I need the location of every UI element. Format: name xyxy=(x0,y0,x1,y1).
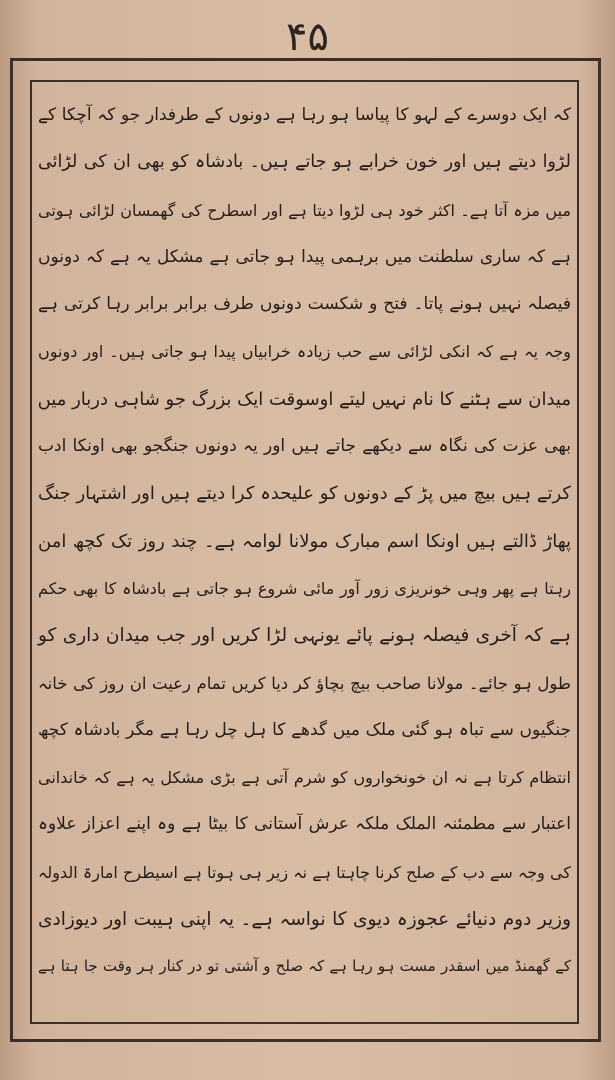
text-line: ہے کہ آخری فیصلہ ہونے پائے یونہی لڑا کریں اور جب میدان داری کو xyxy=(38,625,571,647)
text-line: پھاڑ ڈالتے ہیں اونکا اسم مبارک مولانا لوامہ ہے۔ چند روز تک کچھ امن xyxy=(38,530,571,552)
text-line: رہتا ہے پھر وہی خونریزی زور آور مائی شروع ہو جاتی ہے بادشاہ کا بھی حکم xyxy=(38,578,571,598)
text-line: کرتے ہیں بیچ میں پڑ کے دونوں کو علیحدہ کرا دیتے ہیں اور اشتہار جنگ xyxy=(38,483,571,505)
text-line: کے گھمنڈ میں اسقدر مست ہو رہا ہے کہ صلح و آشتی تو در کنار ہر وقت جا ہتا ہے xyxy=(38,957,571,976)
text-line: انتظام کرتا ہے نہ ان خونخواروں کو شرم آتی ہے بڑی مشکل یہ ہے کہ خاندانی xyxy=(38,768,571,788)
text-line: اعتبار سے مطمئنہ الملک ملکہ عرش آستانی کا بیٹا ہے وہ اپنے اعزاز علاوہ xyxy=(38,814,571,835)
text-line: لڑوا دیتے ہیں اور خون خرابے ہو جاتے ہیں۔ بادشاہ کو بھی ان کی لڑائی xyxy=(38,152,571,173)
text-line: بھی عزت کی نگاہ سے دیکھے جاتے ہیں اور یہ دونوں جنگجو بھی اونکا ادب xyxy=(38,436,571,457)
text-line: جنگیوں سے تباہ ہو گئی ملک میں گدھے کا ہل چل رہا ہے مگر بادشاہ کچھ xyxy=(38,719,571,740)
text-line: ہے کہ ساری سلطنت میں برہمی پیدا ہو جاتی ہے مشکل یہ ہے کہ دونوں xyxy=(38,246,571,267)
page-number: ۴۵ xyxy=(286,14,329,60)
text-line: وجہ یہ ہے کہ انکی لڑائی سے حب زیادہ خرابیاں پیدا ہو جاتی ہیں۔ اور دونوں xyxy=(38,342,571,362)
text-line: میں مزہ آتا ہے۔ اکثر خود ہی لڑوا دیتا ہے اور اسطرح کی گھمسان لڑائی ہوتی xyxy=(38,200,571,220)
text-line: میدان سے ہٹنے کا نام نہیں لیتے اوسوقت ایک بزرگ جو شاہی دربار میں xyxy=(37,388,571,410)
text-line: وزیر دوم دنیائے عجوزہ دیوی کا نواسہ ہے۔ یہ اپنی ہیبت اور دیوزادی xyxy=(38,909,571,931)
text-line: طول ہو جائے۔ مولانا صاحب بیچ بچاؤ کر دیا کریں تمام رعیت ان روز کی خانہ xyxy=(38,673,571,693)
text-line: کہ ایک دوسرے کے لہو کا پیاسا ہو رہا ہے دونوں کے طرفدار جو کہ آچکا کے xyxy=(38,105,571,125)
text-line: فیصلہ نہیں ہونے پاتا۔ فتح و شکست دونوں طرف برابر برابر رہا کرتی ہے xyxy=(38,294,571,315)
text-line: کی وجہ سے دب کے صلح کرنا چاہتا ہے نہ زیر ہی ہوتا ہے اسیطرح امارۃ الدولہ xyxy=(38,862,571,882)
urdu-text-block xyxy=(34,92,575,991)
